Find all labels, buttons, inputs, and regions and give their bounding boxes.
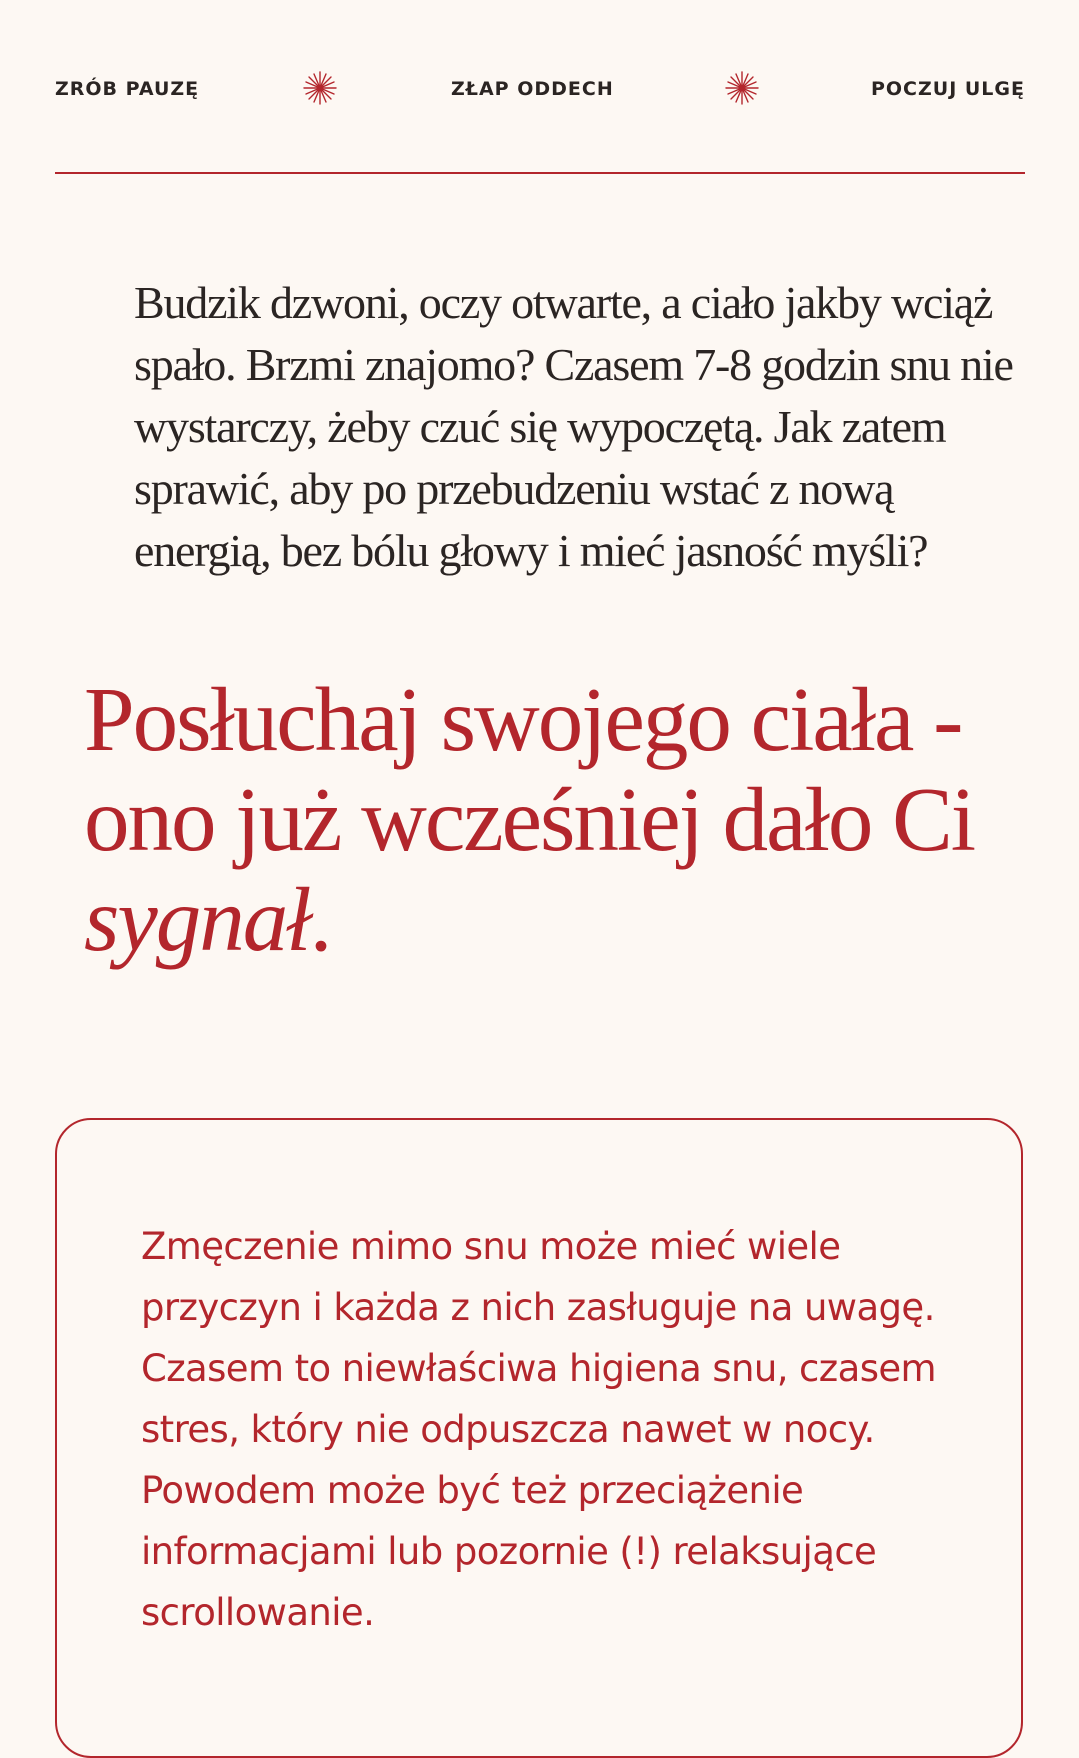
headline-period: . [309, 869, 331, 970]
nav-item-pause: ZRÓB PAUZĘ [55, 78, 200, 100]
header-nav [55, 68, 1025, 112]
intro-paragraph: Budzik dzwoni, oczy otwarte, a ciało jakby wciąż spało. Brzmi znajomo? Czasem 7-8 godzin snu nie wystarczy, żeby czuć się wypoczętą. Jak zatem sprawić, aby po przebudzeniu wstać z nową energią, bez bólu głowy i mieć jasność myśli? [134, 277, 1013, 576]
header-divider [55, 172, 1025, 174]
info-card [55, 1118, 1023, 1758]
info-card-text: Zmęczenie mimo snu może mieć wiele przyczyn i każda z nich zasługuje na uwagę. Czasem to niewłaściwa higiena snu, czasem stres, który nie odpuszcza nawet w nocy. Powodem może być też przeciążenie informacjami lub pozornie (!) relaksujące scrollowanie. [141, 1225, 936, 1634]
starburst-icon [300, 68, 340, 108]
headline-emphasis: sygnał [84, 869, 310, 970]
nav-item-breath: ZŁAP ODDECH [451, 78, 614, 100]
headline [84, 670, 1044, 970]
nav-item-relief: POCZUJ ULGĘ [870, 78, 1025, 100]
headline-main: Posłuchaj swojego ciała - ono już wcześniej dało Ci [84, 669, 975, 870]
starburst-icon [722, 68, 762, 108]
